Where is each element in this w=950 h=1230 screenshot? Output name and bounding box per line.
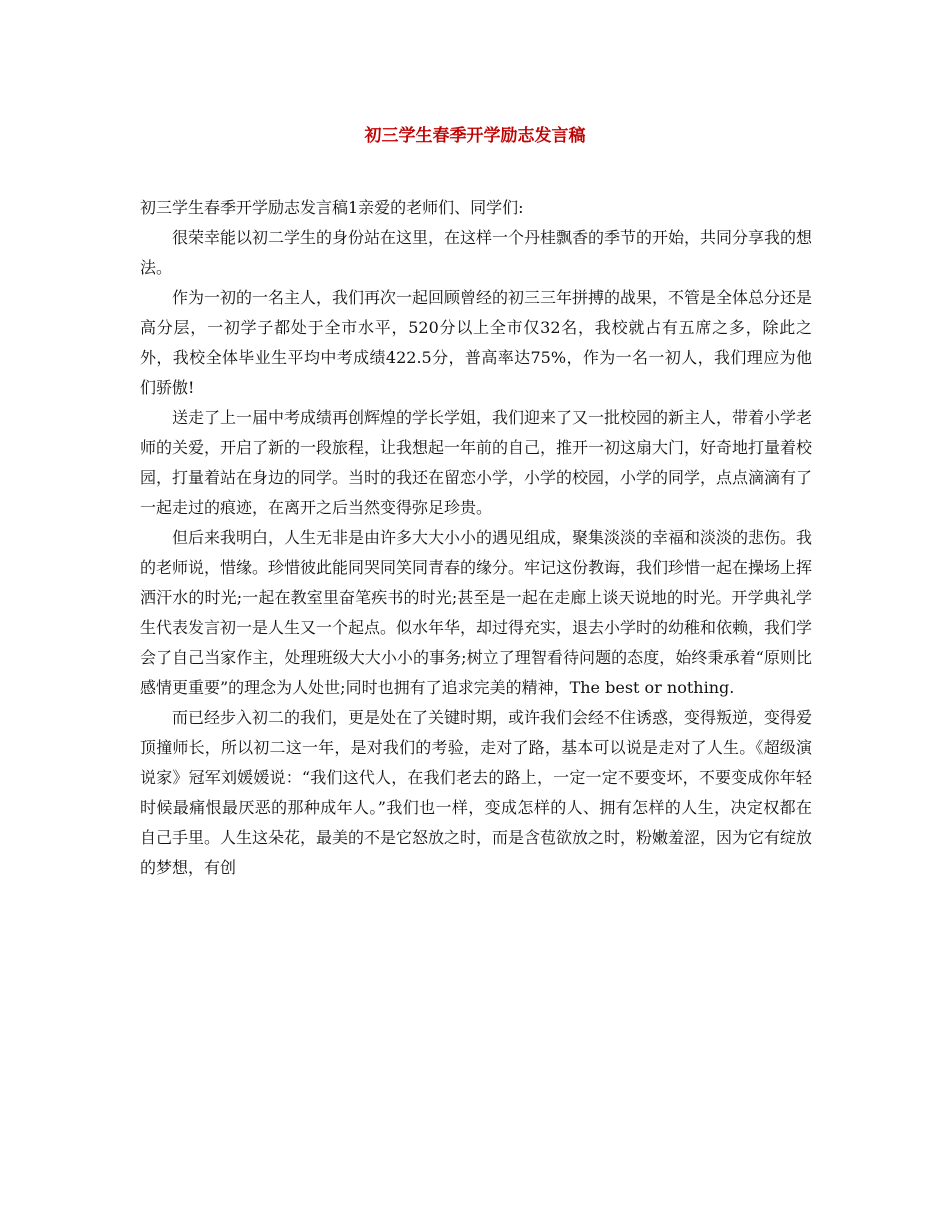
paragraph: 送走了上一届中考成绩再创辉煌的学长学姐，我们迎来了又一批校园的新主人，带着小学老师的关爱，开启了新的一段旅程，让我想起一年前的自己，推开一初这扇大门，好奇地打量着校园，打量着站在身边的同学。当时的我还在留恋小学，小学的校园，小学的同学，点点滴滴有了一起走过的痕迹，在离开之后当然变得弥足珍贵。 [140,408,813,517]
paragraph: 但后来我明白，人生无非是由许多大大小小的遇见组成，聚集淡淡的幸福和淡淡的悲伤。我的老师说，惜缘。珍惜彼此能同哭同笑同青春的缘分。牢记这份教诲，我们珍惜一起在操场上挥洒汗水的时光;一起在教室里奋笔疾书的时光;甚至是一起在走廊上谈天说地的时光。开学典礼学生代表发言初一是人生又一个起点。似水年华，却过得充实，退去小学时的幼稚和依赖，我们学会了自己当家作主，处理班级大大小小的事务;树立了理智看待问题的态度，始终秉承着“原则比感情更重要”的理念为人处世;同时也拥有了追求完美的精神，The best or nothing. [140,528,813,697]
paragraph: 作为一初的一名主人，我们再次一起回顾曾经的初三三年拼搏的战果，不管是全体总分还是高分层，一初学子都处于全市水平，520分以上全市仅32名，我校就占有五席之多，除此之外，我校全体毕业生平均中考成绩422.5分，普高率达75%，作为一名一初人，我们理应为他们骄傲! [140,288,813,397]
document-body [140,193,812,883]
document-title: 初三学生春季开学励志发言稿 [364,126,586,146]
paragraph: 而已经步入初二的我们，更是处在了关键时期，或许我们会经不住诱惑，变得叛逆，变得爱顶撞师长，所以初二这一年，是对我们的考验，走对了路，基本可以说是走对了人生。《超级演说家》冠军刘媛媛说：“我们这代人，在我们老去的路上，一定一定不要变坏，不要变成你年轻时候最痛恨最厌恶的那种成年人。”我们也一样，变成怎样的人、拥有怎样的人生，决定权都在自己手里。人生这朵花，最美的不是它怒放之时，而是含苞欲放之时，粉嫩羞涩，因为它有绽放的梦想，有创 [140,708,813,877]
paragraph: 很荣幸能以初二学生的身份站在这里，在这样一个丹桂飘香的季节的开始，共同分享我的想法。 [140,228,813,277]
paragraph-opening: 初三学生春季开学励志发言稿1亲爱的老师们、同学们: [140,198,524,217]
